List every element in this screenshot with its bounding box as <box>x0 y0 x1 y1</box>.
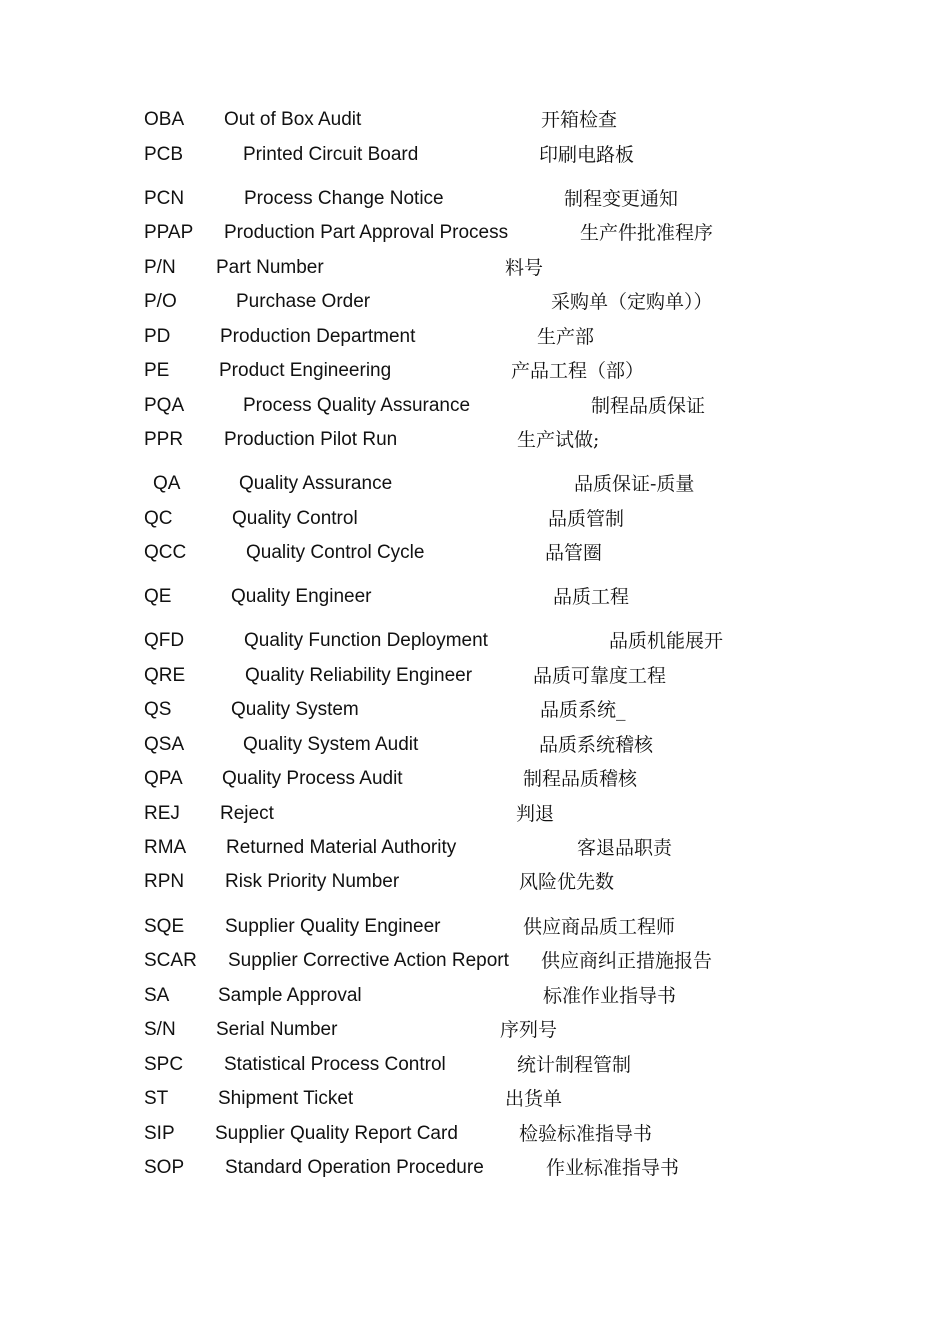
term-chinese: 统计制程管制 <box>517 1054 632 1076</box>
glossary-row <box>0 1015 950 1045</box>
term-abbreviation: QA <box>153 473 181 494</box>
glossary-row <box>0 425 950 455</box>
term-chinese: 料号 <box>505 257 544 279</box>
glossary-row <box>0 626 950 656</box>
term-chinese: 品质管制 <box>548 508 625 530</box>
term-chinese: 品质保证-质量 <box>574 473 695 495</box>
term-english: Standard Operation Procedure <box>225 1157 484 1178</box>
glossary-row <box>0 1153 950 1183</box>
term-english: Statistical Process Control <box>224 1054 446 1075</box>
term-abbreviation: OBA <box>144 109 185 130</box>
term-abbreviation: QE <box>144 586 172 607</box>
glossary-row <box>0 695 950 725</box>
term-english: Supplier Quality Report Card <box>215 1123 458 1144</box>
term-abbreviation: SPC <box>144 1054 184 1075</box>
term-english: Production Part Approval Process <box>224 222 509 243</box>
term-english: Quality Engineer <box>231 586 372 607</box>
term-chinese: 检验标准指导书 <box>519 1123 653 1145</box>
glossary-row <box>0 504 950 534</box>
glossary-row <box>0 538 950 568</box>
glossary-row <box>0 946 950 976</box>
glossary-row <box>0 833 950 863</box>
term-abbreviation: S/N <box>144 1019 176 1040</box>
term-chinese: 供应商品质工程师 <box>523 916 676 938</box>
term-abbreviation: SCAR <box>144 950 197 971</box>
glossary-row <box>0 661 950 691</box>
term-chinese: 制程变更通知 <box>564 188 679 210</box>
term-abbreviation: PQA <box>144 395 185 416</box>
term-english: Process Quality Assurance <box>243 395 471 416</box>
term-english: Risk Priority Number <box>225 871 400 892</box>
term-abbreviation: PCB <box>144 144 184 165</box>
term-abbreviation: P/O <box>144 291 177 312</box>
term-english: Quality Control Cycle <box>246 542 425 563</box>
term-english: Production Pilot Run <box>224 429 398 450</box>
term-english: Serial Number <box>216 1019 338 1040</box>
term-chinese: 品质可靠度工程 <box>533 665 667 687</box>
term-chinese: 标准作业指导书 <box>543 985 677 1007</box>
term-abbreviation: PPR <box>144 429 184 450</box>
term-english: Part Number <box>216 257 324 278</box>
term-chinese: 作业标准指导书 <box>546 1157 680 1179</box>
glossary-row <box>0 140 950 170</box>
glossary-row <box>0 981 950 1011</box>
term-abbreviation: QFD <box>144 630 185 651</box>
term-abbreviation: ST <box>144 1088 169 1109</box>
term-abbreviation: QS <box>144 699 172 720</box>
term-english: Supplier Corrective Action Report <box>228 950 509 971</box>
glossary-row <box>0 218 950 248</box>
term-english: Printed Circuit Board <box>243 144 419 165</box>
term-chinese: 产品工程（部） <box>511 360 645 382</box>
term-english: Supplier Quality Engineer <box>225 916 441 937</box>
term-abbreviation: QSA <box>144 734 185 755</box>
term-english: Returned Material Authority <box>226 837 457 858</box>
term-abbreviation: P/N <box>144 257 176 278</box>
glossary-row <box>0 184 950 214</box>
glossary-row <box>0 912 950 942</box>
term-english: Quality Process Audit <box>222 768 403 789</box>
term-chinese: 品质系统_ <box>540 699 626 721</box>
term-chinese: 制程品质稽核 <box>523 768 638 790</box>
term-chinese: 供应商纠正措施报告 <box>541 950 713 972</box>
term-chinese: 采购单（定购单）） <box>551 291 713 313</box>
term-english: Sample Approval <box>218 985 362 1006</box>
term-chinese: 制程品质保证 <box>591 395 706 417</box>
term-english: Out of Box Audit <box>224 109 362 130</box>
glossary-row <box>0 582 950 612</box>
glossary-row <box>0 105 950 135</box>
glossary-row <box>0 322 950 352</box>
term-chinese: 生产部 <box>537 326 595 348</box>
term-chinese: 品质机能展开 <box>609 630 724 652</box>
glossary-row <box>0 1050 950 1080</box>
glossary-row <box>0 469 950 499</box>
term-abbreviation: RPN <box>144 871 185 892</box>
term-abbreviation: PE <box>144 360 170 381</box>
term-abbreviation: SIP <box>144 1123 175 1144</box>
term-english: Shipment Ticket <box>218 1088 354 1109</box>
glossary-row <box>0 730 950 760</box>
term-english: Quality Assurance <box>239 473 393 494</box>
term-chinese: 序列号 <box>500 1019 558 1041</box>
term-english: Purchase Order <box>236 291 371 312</box>
term-chinese: 生产件批准程序 <box>580 222 714 244</box>
term-abbreviation: SQE <box>144 916 185 937</box>
term-abbreviation: PCN <box>144 188 185 209</box>
term-chinese: 客退品职责 <box>577 837 673 859</box>
term-chinese: 生产试做; <box>517 429 600 451</box>
term-english: Quality System <box>231 699 359 720</box>
term-abbreviation: PPAP <box>144 222 194 243</box>
term-english: Product Engineering <box>219 360 392 381</box>
glossary-row <box>0 799 950 829</box>
term-english: Quality Reliability Engineer <box>245 665 473 686</box>
term-chinese: 品质工程 <box>553 586 630 608</box>
term-english: Reject <box>220 803 274 824</box>
glossary-row <box>0 287 950 317</box>
term-chinese: 风险优先数 <box>519 871 615 893</box>
glossary-row <box>0 764 950 794</box>
term-abbreviation: SA <box>144 985 170 1006</box>
term-abbreviation: RMA <box>144 837 187 858</box>
glossary-row <box>0 1084 950 1114</box>
term-english: Production Department <box>220 326 416 347</box>
term-abbreviation: QCC <box>144 542 187 563</box>
term-abbreviation: SOP <box>144 1157 185 1178</box>
glossary-row <box>0 1119 950 1149</box>
term-english: Quality Control <box>232 508 358 529</box>
glossary-row <box>0 867 950 897</box>
term-chinese: 开箱检查 <box>541 109 618 131</box>
term-abbreviation: REJ <box>144 803 180 824</box>
glossary-row <box>0 391 950 421</box>
term-chinese: 品质系统稽核 <box>539 734 654 756</box>
term-abbreviation: PD <box>144 326 171 347</box>
glossary-row <box>0 356 950 386</box>
term-english: Quality Function Deployment <box>244 630 488 651</box>
term-abbreviation: QPA <box>144 768 183 789</box>
term-chinese: 判退 <box>516 803 555 825</box>
term-chinese: 品管圈 <box>545 542 603 564</box>
term-english: Quality System Audit <box>243 734 419 755</box>
term-abbreviation: QC <box>144 508 173 529</box>
term-chinese: 印刷电路板 <box>539 144 635 166</box>
term-english: Process Change Notice <box>244 188 444 209</box>
glossary-row <box>0 253 950 283</box>
term-chinese: 出货单 <box>505 1088 563 1110</box>
term-abbreviation: QRE <box>144 665 186 686</box>
